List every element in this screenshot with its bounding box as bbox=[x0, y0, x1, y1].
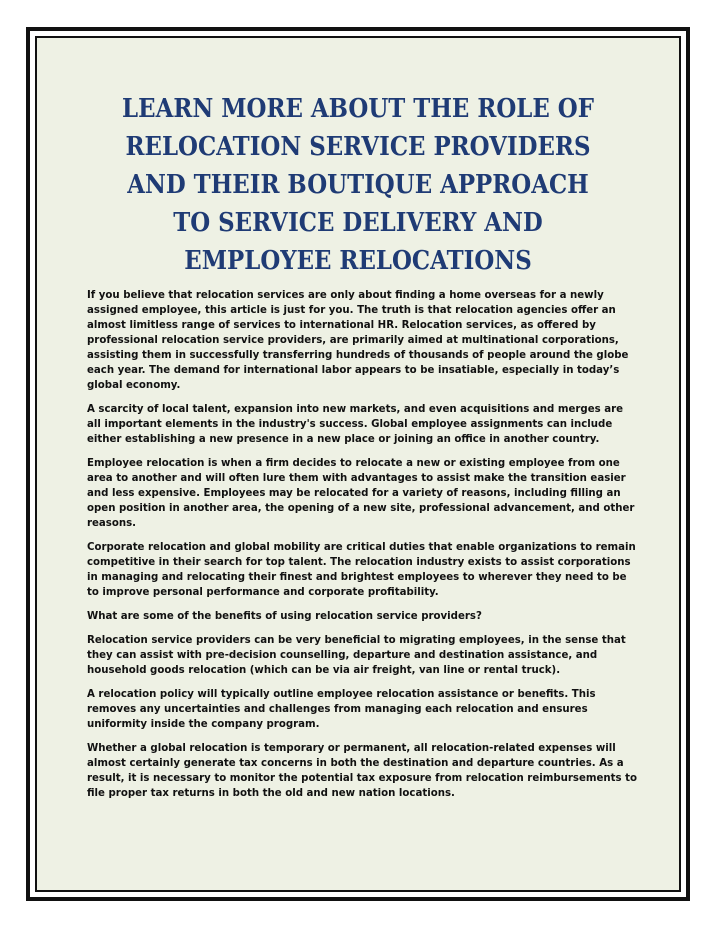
paragraph-benefits: Relocation service providers can be very beneficial to migrating employees, in the sense that they can assist with pre-decision counselling, departure and destination assistance, and household goods relocation (which can be via air freight, van line or rental truck). bbox=[87, 635, 626, 676]
paragraph-tax-concerns: Whether a global relocation is temporary or permanent, all relocation-related expenses will almost certainly generate tax concerns in both the destination and departure countries. As a result, it is necessary to monitor the potential tax exposure from relocation reimbursements to file proper tax returns in both the old and new nation locations. bbox=[87, 743, 638, 799]
paragraph-relocation-policy: A relocation policy will typically outline employee relocation assistance or benefits. This removes any uncertainties and challenges from managing each relocation and ensures uniformity inside the company program. bbox=[87, 689, 596, 730]
paragraph-benefits-question: What are some of the benefits of using relocation service providers? bbox=[87, 611, 482, 622]
paragraph-corporate-relocation: Corporate relocation and global mobility are critical duties that enable organizations to remain competitive in their search for top talent. The relocation industry exists to assist corporations in managing and relocating their finest and brightest employees to wherever they need to be to improve personal performance and corporate profitability. bbox=[87, 542, 636, 598]
paragraph-intro: If you believe that relocation services are only about finding a home overseas for a newly assigned employee, this article is just for you. The truth is that relocation agencies offer an almost limitless range of services to international HR. Relocation services, as offered by professional relocation service providers, are primarily aimed at multinational corporations, assisting them in successfully transferring hundreds of thousands of people around the globe each year. The demand for international labor appears to be insatiable, especially in today’s global economy. bbox=[87, 290, 629, 391]
document-body bbox=[87, 288, 637, 810]
paragraph-talent-scarcity: A scarcity of local talent, expansion into new markets, and even acquisitions and merges are all important elements in the industry's success. Global employee assignments can include either establishing a new presence in a new place or joining an office in another country. bbox=[87, 404, 624, 445]
page-outer-border bbox=[26, 27, 690, 901]
page-inner-border bbox=[35, 36, 681, 892]
document-title: LEARN MORE ABOUT THE ROLE OF RELOCATION SERVICE PROVIDERS AND THEIR BOUTIQUE APPROACH TO SERVICE DELIVERY AND EMPLOYEE RELOCATIONS bbox=[122, 94, 594, 276]
paragraph-employee-relocation: Employee relocation is when a firm decides to relocate a new or existing employee from one area to another and will often lure them with advantages to assist make the transition easier and less expensive. Employees may be relocated for a variety of reasons, including filling an open position in another area, the opening of a new site, professional advancement, and other reasons. bbox=[87, 458, 635, 529]
